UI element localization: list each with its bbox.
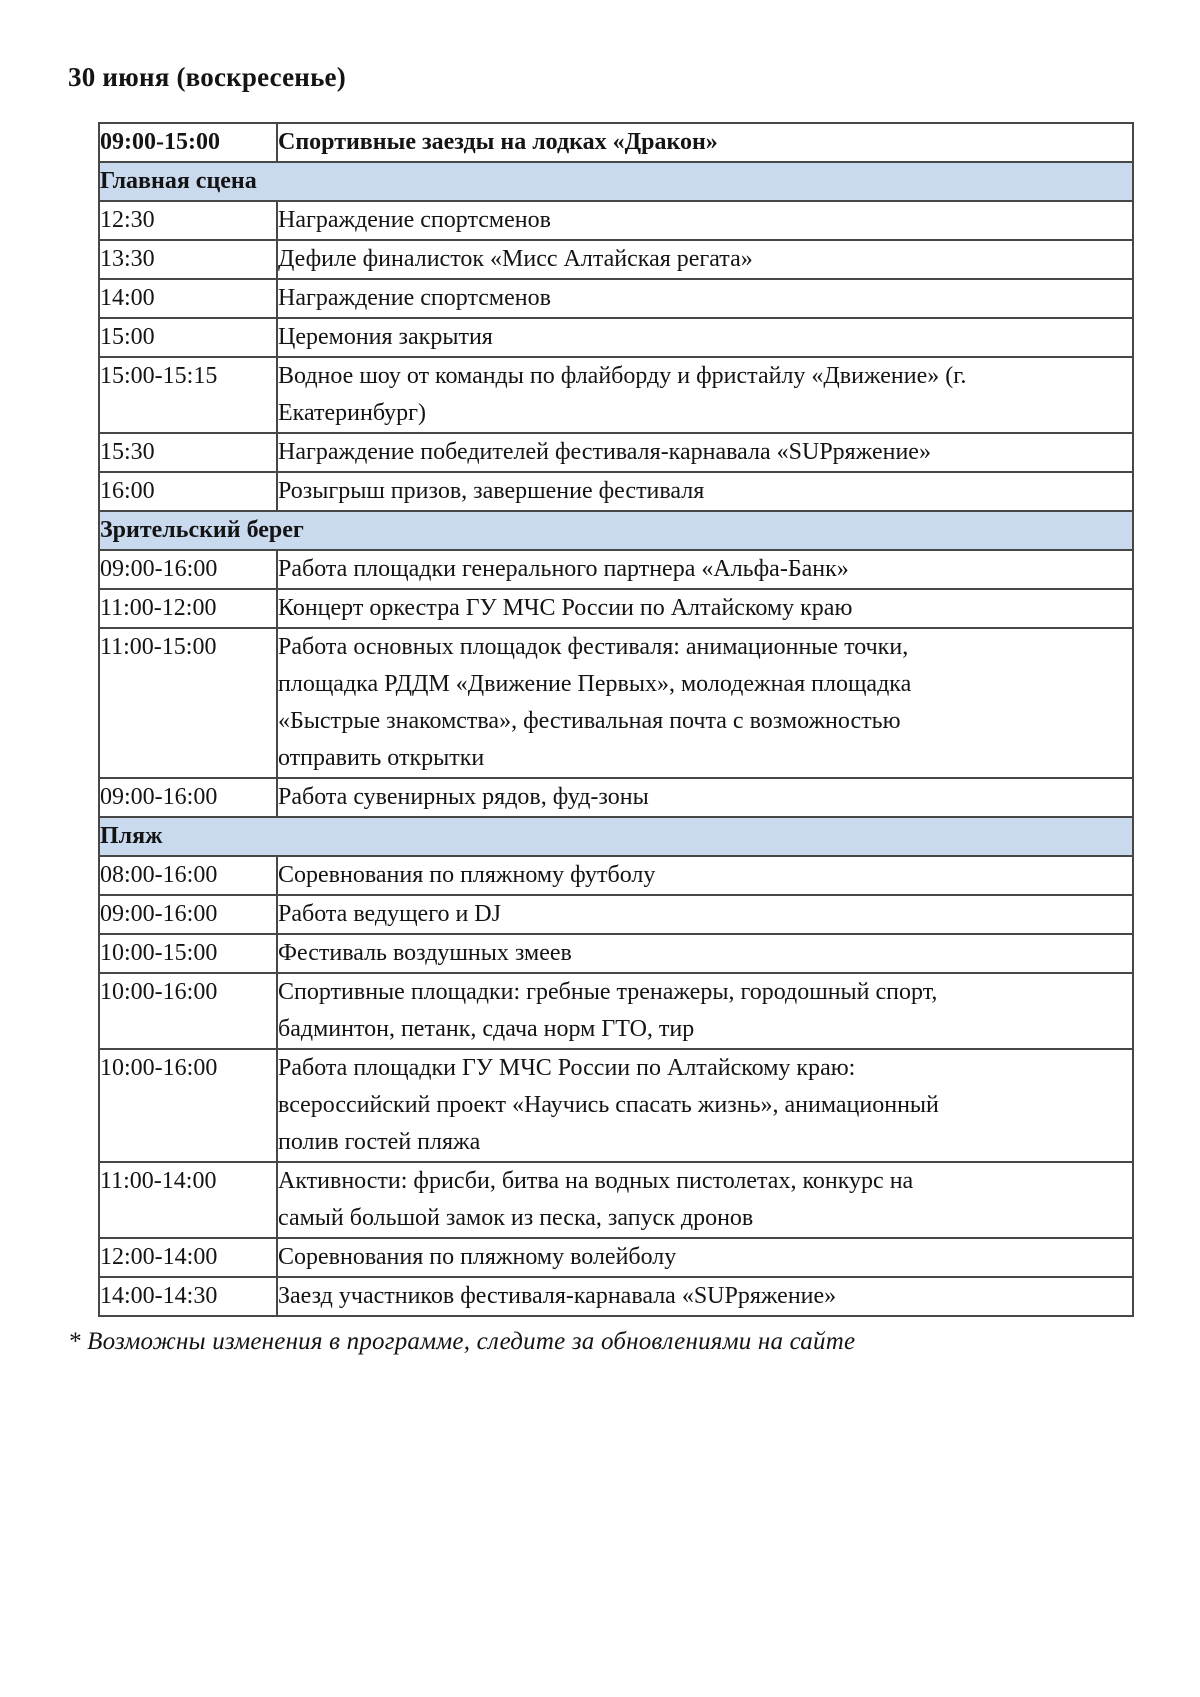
event-cell: [277, 628, 1133, 778]
event-line: Спортивные площадки: гребные тренажеры, городошный спорт,: [278, 979, 938, 1005]
time-cell: 16:00: [99, 472, 277, 511]
time-cell: 14:00: [99, 279, 277, 318]
section-row: [99, 511, 1133, 550]
event-line: Награждение спортсменов: [278, 207, 551, 233]
time-cell: 15:00: [99, 318, 277, 357]
table-row: [99, 973, 1133, 1049]
event-line: Концерт оркестра ГУ МЧС России по Алтайскому краю: [278, 595, 853, 621]
section-header: Пляж: [99, 817, 1133, 856]
event-line: бадминтон, петанк, сдача норм ГТО, тир: [278, 1016, 695, 1042]
time-cell: 11:00-15:00: [99, 628, 277, 778]
table-row: [99, 318, 1133, 357]
time-cell: 15:30: [99, 433, 277, 472]
time-cell: 09:00-15:00: [99, 123, 277, 162]
event-line: Работа основных площадок фестиваля: анимационные точки,: [278, 634, 909, 660]
event-line: самый большой замок из песка, запуск дронов: [278, 1205, 754, 1231]
table-row: [99, 279, 1133, 318]
time-cell: 08:00-16:00: [99, 856, 277, 895]
time-cell: 09:00-16:00: [99, 895, 277, 934]
table-row: [99, 357, 1133, 433]
table-row: [99, 1238, 1133, 1277]
time-cell: 11:00-14:00: [99, 1162, 277, 1238]
event-cell: [277, 318, 1133, 357]
event-cell: [277, 1238, 1133, 1277]
time-cell: 10:00-16:00: [99, 973, 277, 1049]
time-cell: 14:00-14:30: [99, 1277, 277, 1316]
event-line: Соревнования по пляжному футболу: [278, 862, 656, 888]
event-line: Заезд участников фестиваля-карнавала «SUPряжение»: [278, 1283, 837, 1309]
event-line: Награждение спортсменов: [278, 285, 551, 311]
event-line: Соревнования по пляжному волейболу: [278, 1244, 677, 1270]
event-cell: [277, 1277, 1133, 1316]
event-line: Розыгрыш призов, завершение фестиваля: [278, 478, 705, 504]
event-cell: [277, 201, 1133, 240]
table-row: [99, 123, 1133, 162]
event-line: Спортивные заезды на лодках «Дракон»: [278, 129, 718, 155]
table-row: [99, 589, 1133, 628]
time-cell: 13:30: [99, 240, 277, 279]
section-header: Главная сцена: [99, 162, 1133, 201]
table-row: [99, 895, 1133, 934]
section-row: [99, 162, 1133, 201]
table-row: [99, 1277, 1133, 1316]
schedule-table-body: [99, 123, 1133, 1316]
table-row: [99, 472, 1133, 511]
table-row: [99, 240, 1133, 279]
event-cell: [277, 973, 1133, 1049]
schedule-table: [98, 122, 1134, 1317]
event-line: полив гостей пляжа: [278, 1129, 481, 1155]
table-row: [99, 856, 1133, 895]
event-line: Екатеринбург): [278, 400, 426, 426]
time-cell: 12:30: [99, 201, 277, 240]
time-cell: 10:00-16:00: [99, 1049, 277, 1162]
table-row: [99, 201, 1133, 240]
table-row: [99, 1162, 1133, 1238]
event-line: Активности: фрисби, битва на водных пистолетах, конкурс на: [278, 1168, 914, 1194]
event-cell: [277, 778, 1133, 817]
event-cell: [277, 1162, 1133, 1238]
footnote: * Возможны изменения в программе, следите за обновлениями на сайте: [68, 1328, 856, 1355]
table-row: [99, 433, 1133, 472]
event-line: площадка РДДМ «Движение Первых», молодежная площадка: [278, 671, 912, 697]
event-cell: [277, 934, 1133, 973]
event-line: Работа площадки генерального партнера «Альфа-Банк»: [278, 556, 849, 582]
table-row: [99, 628, 1133, 778]
event-line: всероссийский проект «Научись спасать жизнь», анимационный: [278, 1092, 939, 1118]
event-cell: [277, 240, 1133, 279]
section-row: [99, 817, 1133, 856]
event-line: Работа площадки ГУ МЧС России по Алтайскому краю:: [278, 1055, 856, 1081]
time-cell: 15:00-15:15: [99, 357, 277, 433]
event-line: Награждение победителей фестиваля-карнавала «SUPряжение»: [278, 439, 931, 465]
event-cell: [277, 433, 1133, 472]
event-cell: [277, 1049, 1133, 1162]
event-line: отправить открытки: [278, 745, 485, 771]
event-line: Церемония закрытия: [278, 324, 493, 350]
page-title: 30 июня (воскресенье): [68, 62, 346, 92]
time-cell: 09:00-16:00: [99, 778, 277, 817]
event-cell: [277, 895, 1133, 934]
time-cell: 10:00-15:00: [99, 934, 277, 973]
event-cell: [277, 589, 1133, 628]
table-row: [99, 550, 1133, 589]
event-cell: [277, 123, 1133, 162]
event-cell: [277, 856, 1133, 895]
event-cell: [277, 279, 1133, 318]
section-header: Зрительский берег: [99, 511, 1133, 550]
table-row: [99, 1049, 1133, 1162]
event-line: Водное шоу от команды по флайборду и фристайлу «Движение» (г.: [278, 363, 967, 389]
event-line: «Быстрые знакомства», фестивальная почта с возможностью: [278, 708, 901, 734]
time-cell: 12:00-14:00: [99, 1238, 277, 1277]
event-line: Работа ведущего и DJ: [278, 901, 501, 927]
table-row: [99, 934, 1133, 973]
table-row: [99, 778, 1133, 817]
event-line: Работа сувенирных рядов, фуд-зоны: [278, 784, 649, 810]
event-cell: [277, 357, 1133, 433]
event-line: Фестиваль воздушных змеев: [278, 940, 572, 966]
time-cell: 11:00-12:00: [99, 589, 277, 628]
event-cell: [277, 550, 1133, 589]
event-cell: [277, 472, 1133, 511]
event-line: Дефиле финалисток «Мисс Алтайская регата»: [278, 246, 753, 272]
time-cell: 09:00-16:00: [99, 550, 277, 589]
